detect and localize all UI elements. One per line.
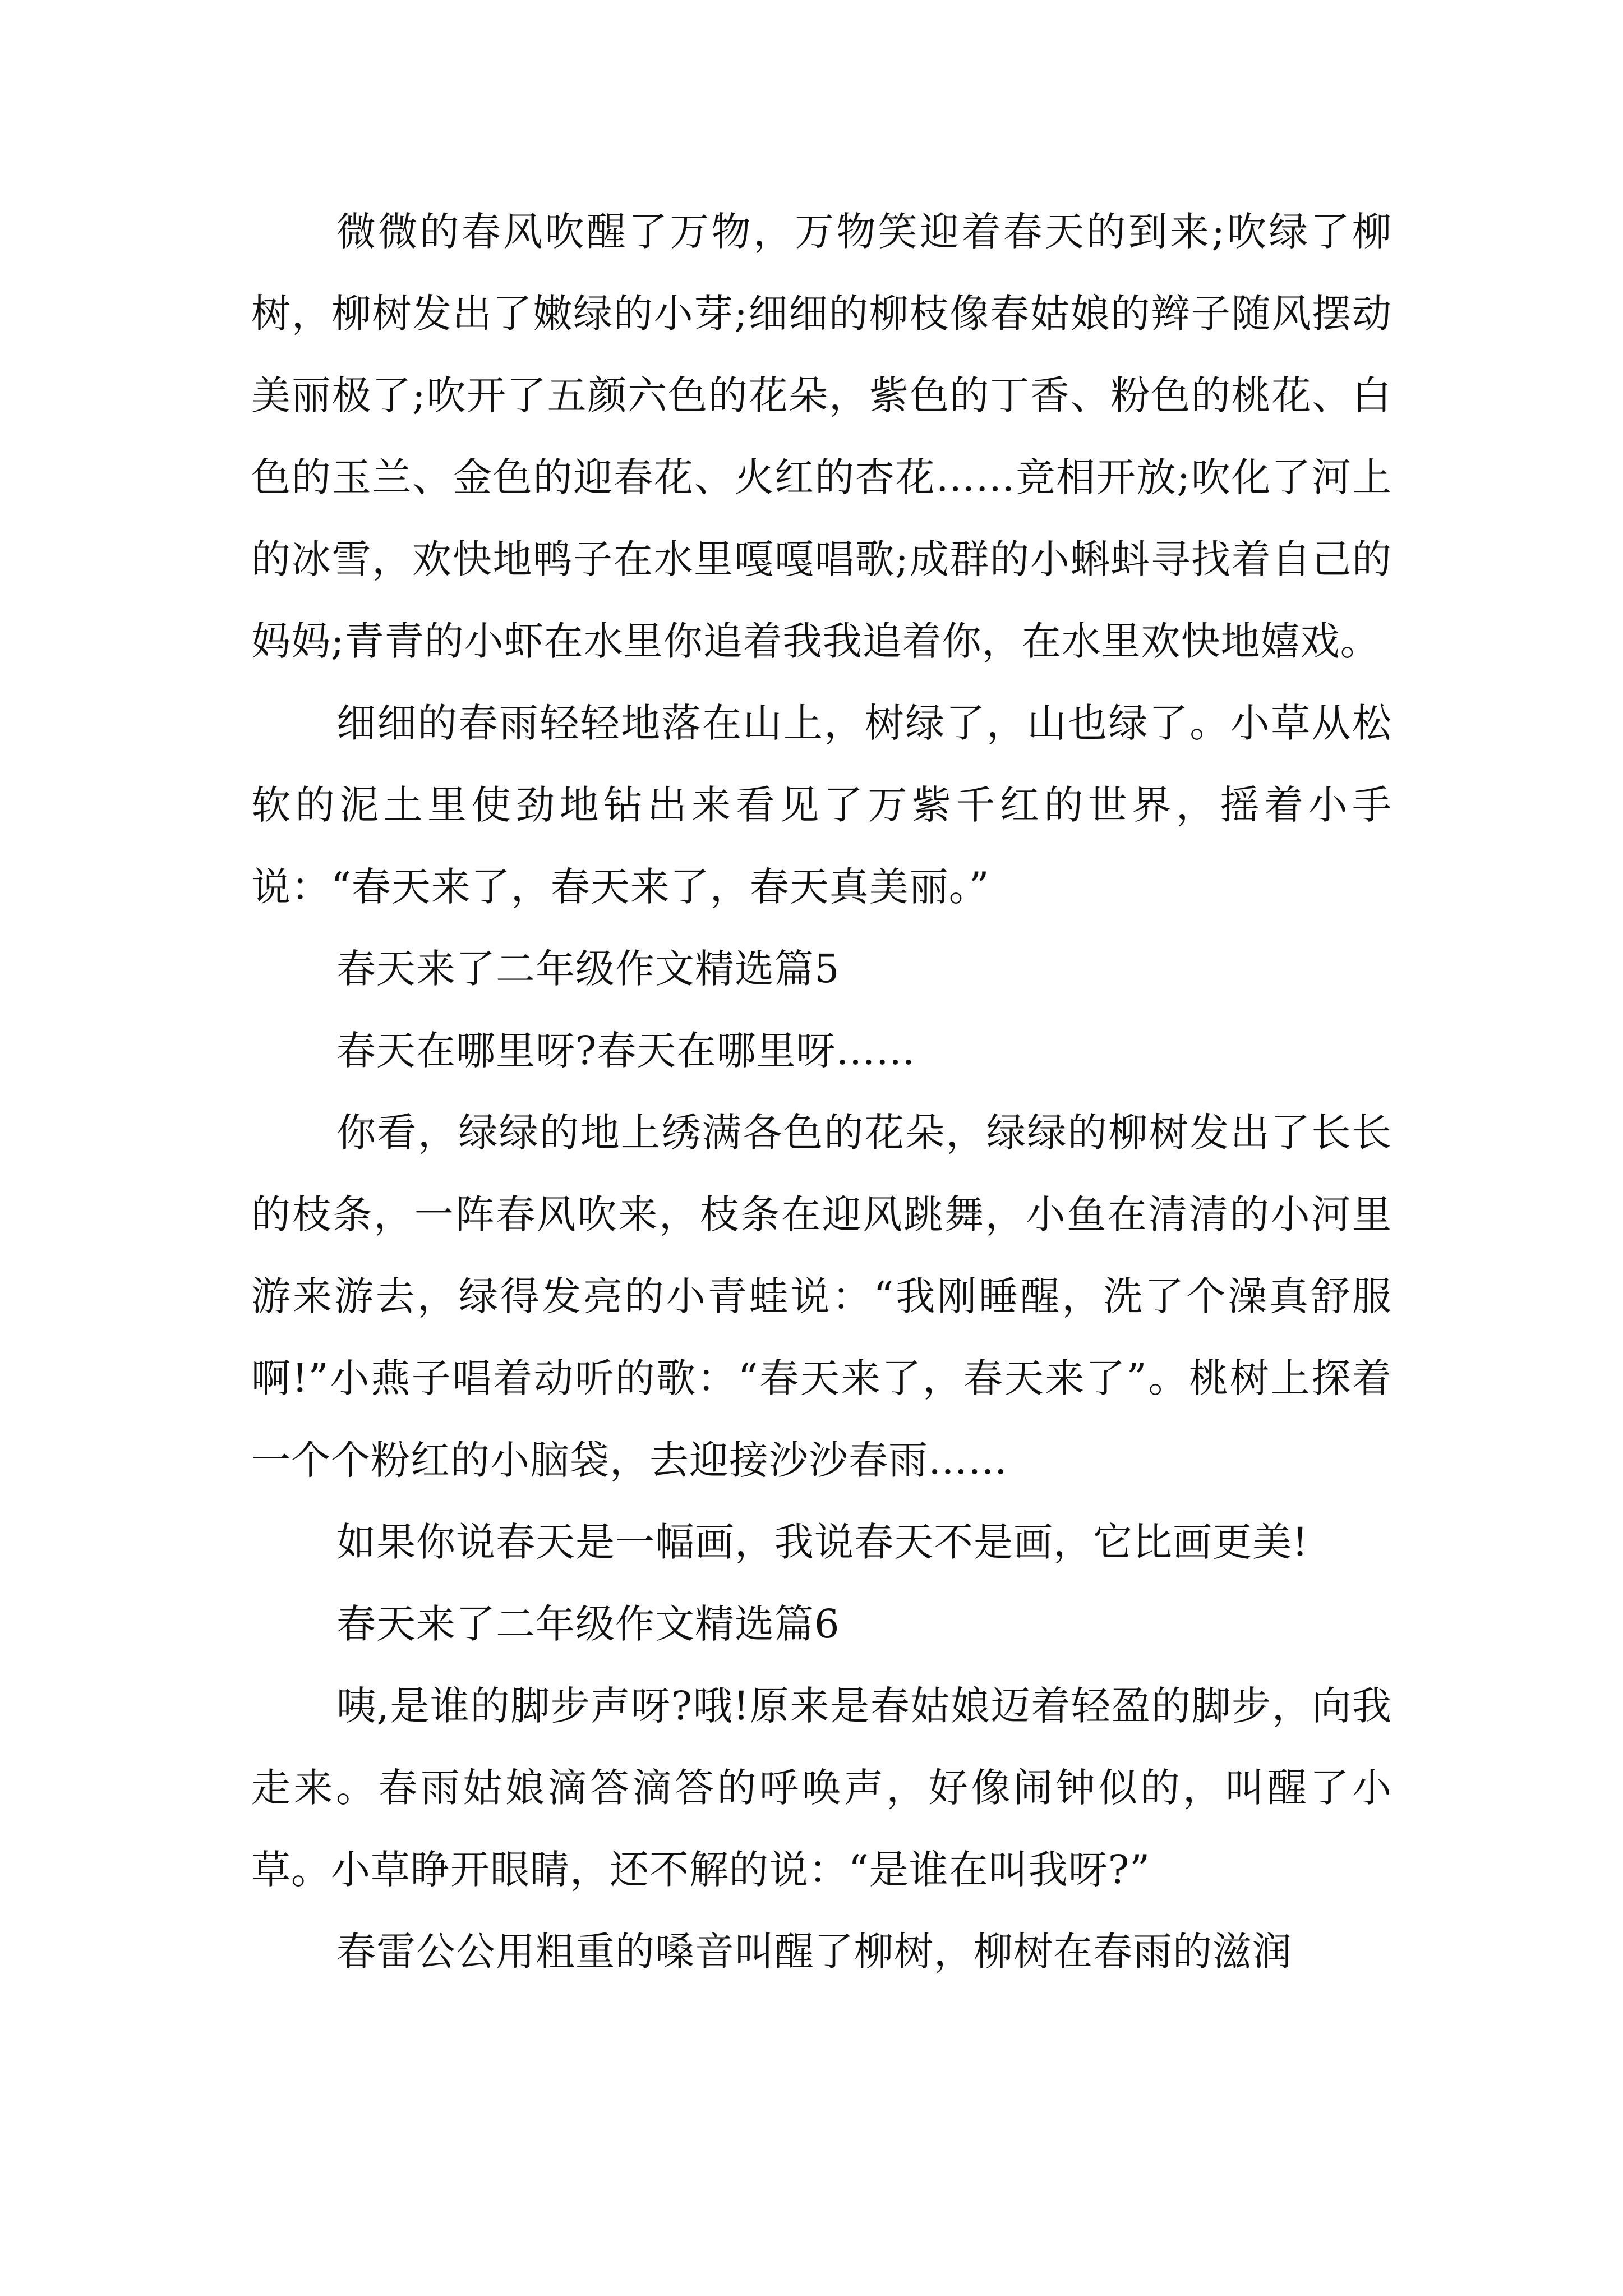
paragraph-spring-rain: 细细的春雨轻轻地落在山上，树绿了，山也绿了。小草从松软的泥土里使劲地钻出来看见了万紫千红的世界，摇着小手说：“春天来了，春天来了，春天真美丽。”: [251, 700, 1392, 910]
document-body: [251, 191, 1392, 1993]
heading-essay-5: 春天来了二年级作文精选篇5: [336, 946, 840, 992]
paragraph-where-is-spring: 春天在哪里呀?春天在哪里呀……: [336, 1028, 916, 1074]
heading-essay-6: 春天来了二年级作文精选篇6: [336, 1601, 840, 1647]
paragraph-footsteps: 咦,是谁的脚步声呀?哦!原来是春姑娘迈着轻盈的脚步，向我走来。春雨姑娘滴答滴答的呼唤声，好像闹钟似的，叫醒了小草。小草睁开眼睛，还不解的说：“是谁在叫我呀?”: [251, 1683, 1392, 1893]
paragraph-spring-breeze: 微微的春风吹醒了万物，万物笑迎着春天的到来;吹绿了柳树，柳树发出了嫩绿的小芽;细细的柳枝像春姑娘的辫子随风摆动美丽极了;吹开了五颜六色的花朵，紫色的丁香、粉色的桃花、白色的玉兰、金色的迎春花、火红的杏花……竞相开放;吹化了河上的冰雪，欢快地鸭子在水里嘎嘎唱歌;成群的小蝌蚪寻找着自己的妈妈;青青的小虾在水里你追着我我追着你，在水里欢快地嬉戏。: [251, 209, 1392, 664]
paragraph-spring-painting: 如果你说春天是一幅画，我说春天不是画，它比画更美!: [336, 1519, 1309, 1565]
paragraph-spring-thunder: 春雷公公用粗重的嗓音叫醒了柳树，柳树在春雨的滋润: [336, 1929, 1292, 1975]
paragraph-you-see: 你看，绿绿的地上绣满各色的花朵，绿绿的柳树发出了长长的枝条，一阵春风吹来，枝条在迎风跳舞，小鱼在清清的小河里游来游去，绿得发亮的小青蛙说：“我刚睡醒，洗了个澡真舒服啊!”小燕子唱着动听的歌：“春天来了，春天来了”。桃树上探着一个个粉红的小脑袋，去迎接沙沙春雨……: [251, 1110, 1392, 1483]
